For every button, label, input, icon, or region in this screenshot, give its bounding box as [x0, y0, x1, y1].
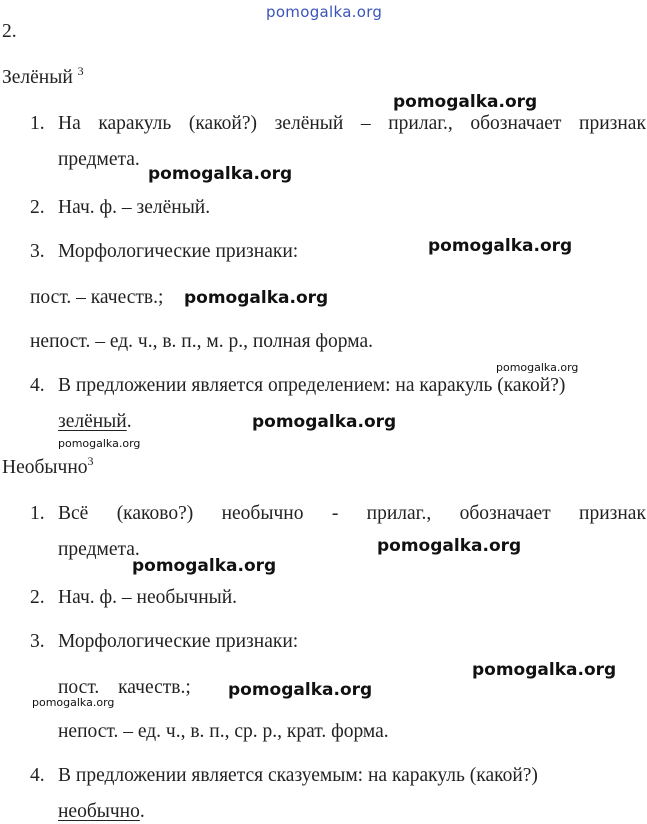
period: .: [126, 411, 132, 432]
item1-line2: предмета.: [58, 539, 140, 560]
word: –: [360, 113, 371, 134]
watermark: pomogalka.org: [132, 556, 277, 576]
watermark: pomogalka.org: [58, 437, 141, 450]
item2-text: Нач. ф. – необычный.: [58, 587, 238, 608]
watermark: pomogalka.org: [377, 536, 522, 556]
section-word: Зелёный: [2, 67, 73, 88]
watermark: pomogalka.org: [428, 236, 573, 256]
header-watermark: pomogalka.org: [266, 3, 383, 21]
item3-text: Морфологические признаки:: [58, 241, 299, 262]
period: .: [139, 801, 145, 822]
word: обозначает: [470, 113, 562, 134]
item4-line2: [58, 410, 132, 434]
list-number: 2.: [30, 587, 45, 608]
word: каракуль: [98, 113, 172, 134]
post-features: пост. – качеств.;: [30, 287, 164, 308]
section-word: Необычно: [2, 457, 88, 478]
item1-line2: предмета.: [58, 149, 140, 170]
watermark: pomogalka.org: [393, 92, 538, 112]
list-number: 3.: [30, 631, 45, 652]
section-title-neobychno: [2, 456, 94, 480]
word: Всё: [58, 503, 89, 524]
item3-text: Морфологические признаки:: [58, 631, 299, 652]
highlight-word: зелёный: [58, 411, 127, 432]
section-title-zelenyi: [2, 66, 84, 90]
list-number: 4.: [30, 765, 45, 786]
word: зелёный: [274, 113, 344, 134]
section-sup: 3: [87, 454, 94, 468]
word: признак: [579, 113, 646, 134]
word: (каково?): [116, 503, 194, 524]
list-number: 1.: [30, 113, 45, 134]
word: -: [331, 503, 339, 524]
watermark: pomogalka.org: [472, 660, 617, 680]
watermark: pomogalka.org: [184, 288, 329, 308]
nepost-features: непост. – ед. ч., в. п., ср. р., крат. форма.: [58, 721, 389, 742]
item4-line2: [58, 800, 145, 824]
item2-text: Нач. ф. – зелёный.: [58, 197, 211, 218]
list-number: 2.: [30, 197, 45, 218]
word: прилаг.,: [366, 503, 432, 524]
word: (какой?): [188, 113, 258, 134]
list-number: 1.: [30, 503, 45, 524]
item1-line1: [58, 502, 646, 526]
highlight-word: необычно: [58, 801, 140, 822]
item4-line1: В предложении является определением: на каракуль (какой?): [58, 375, 566, 396]
word: обозначает: [459, 503, 551, 524]
word: необычно: [221, 503, 304, 524]
watermark: pomogalka.org: [252, 412, 397, 432]
item1-line1: [58, 112, 646, 136]
word: На: [58, 113, 81, 134]
watermark: pomogalka.org: [148, 164, 293, 184]
watermark: pomogalka.org: [32, 696, 115, 709]
word: признак: [579, 503, 646, 524]
nepost-features: непост. – ед. ч., в. п., м. р., полная форма.: [30, 331, 374, 352]
list-number: 4.: [30, 375, 45, 396]
section-sup: 3: [77, 64, 84, 78]
word: прилаг.,: [388, 113, 453, 134]
watermark: pomogalka.org: [228, 680, 373, 700]
item4-line1: В предложении является сказуемым: на каракуль (какой?): [58, 765, 538, 786]
list-number: 3.: [30, 241, 45, 262]
post-features: пост. качеств.;: [58, 677, 191, 698]
task-number: 2.: [2, 21, 17, 42]
watermark: pomogalka.org: [496, 361, 579, 374]
